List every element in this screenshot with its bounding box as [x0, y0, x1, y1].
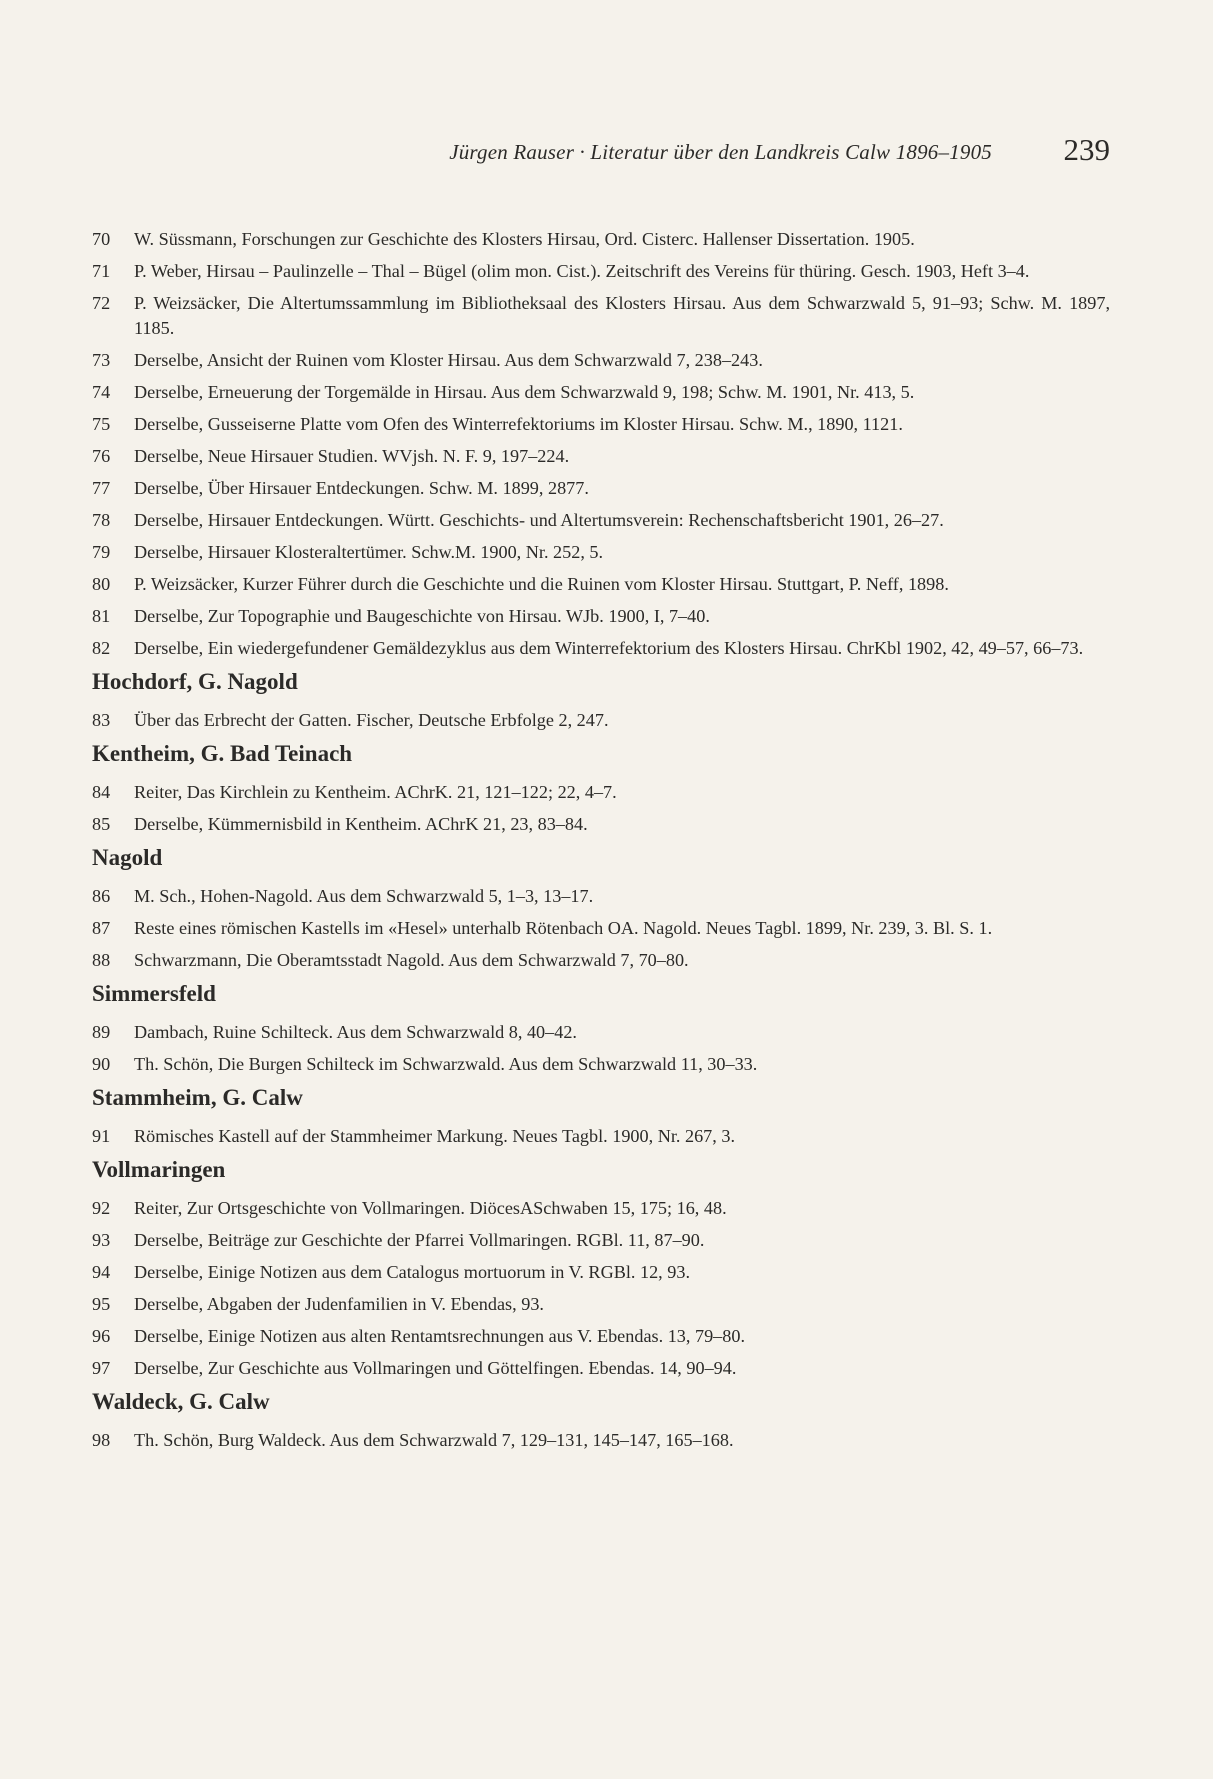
entry-text: Derselbe, Ein wiedergefundener Gemäldezyklus aus dem Winterrefektorium des Klosters Hirsau. ChrKbl 1902, 42, 49–57, 66–73. [134, 638, 1084, 658]
bibliography-entry [92, 884, 1110, 909]
bibliography-entry [92, 1324, 1110, 1349]
entry-text: Th. Schön, Burg Waldeck. Aus dem Schwarzwald 7, 129–131, 145–147, 165–168. [134, 1430, 734, 1450]
entry-number: 91 [92, 1126, 111, 1146]
entry-text: Derselbe, Ansicht der Ruinen vom Kloster Hirsau. Aus dem Schwarzwald 7, 238–243. [134, 350, 763, 370]
entry-text: Derselbe, Kümmernisbild in Kentheim. AChrK 21, 23, 83–84. [134, 814, 588, 834]
entry-number: 96 [92, 1326, 111, 1346]
entry-number: 73 [92, 350, 111, 370]
entry-text: Derselbe, Hirsauer Entdeckungen. Württ. Geschichts- und Altertumsverein: Rechenschaftsbericht 1901, 26–27. [134, 510, 944, 530]
entry-number: 94 [92, 1262, 111, 1282]
entry-number: 70 [92, 229, 111, 249]
entry-number: 76 [92, 446, 111, 466]
entry-number: 79 [92, 542, 111, 562]
bibliography-entry [92, 1020, 1110, 1045]
entry-number: 87 [92, 918, 111, 938]
entry-text: Derselbe, Zur Geschichte aus Vollmaringen und Göttelfingen. Ebendas. 14, 90–94. [134, 1358, 737, 1378]
bibliography-entry [92, 916, 1110, 941]
bibliography-entry [92, 1292, 1110, 1317]
bibliography-entry [92, 476, 1110, 501]
bibliography-entry [92, 604, 1110, 629]
entry-number: 81 [92, 606, 111, 626]
bibliography-entry [92, 708, 1110, 733]
entry-text: Schwarzmann, Die Oberamtsstadt Nagold. Aus dem Schwarzwald 7, 70–80. [134, 950, 689, 970]
bibliography-entry [92, 1228, 1110, 1253]
entry-text: W. Süssmann, Forschungen zur Geschichte des Klosters Hirsau, Ord. Cisterc. Hallenser Dissertation. 1905. [134, 229, 915, 249]
bibliography-entry [92, 948, 1110, 973]
entry-number: 89 [92, 1022, 111, 1042]
entry-number: 97 [92, 1358, 111, 1378]
entry-text: P. Weizsäcker, Kurzer Führer durch die Geschichte und die Ruinen vom Kloster Hirsau. Stuttgart, P. Neff, 1898. [134, 574, 949, 594]
entry-text: Reste eines römischen Kastells im «Hesel» unterhalb Rötenbach OA. Nagold. Neues Tagbl. 1899, Nr. 239, 3. Bl. S. 1. [134, 918, 993, 938]
bibliography-entry [92, 572, 1110, 597]
entry-text: Derselbe, Zur Topographie und Baugeschichte von Hirsau. WJb. 1900, I, 7–40. [134, 606, 710, 626]
entry-number: 82 [92, 638, 111, 658]
entry-text: P. Weizsäcker, Die Altertumssammlung im Bibliotheksaal des Klosters Hirsau. Aus dem Schwarzwald 5, 91–93; Schw. M. 1897, 1185. [134, 293, 1110, 338]
bibliography-entry [92, 636, 1110, 661]
bibliography-entry [92, 227, 1110, 252]
section-heading: Simmersfeld [92, 981, 216, 1006]
entry-number: 93 [92, 1230, 111, 1250]
section-heading: Hochdorf, G. Nagold [92, 669, 298, 694]
entry-number: 74 [92, 382, 111, 402]
bibliography-list [92, 227, 1110, 1460]
section-heading: Vollmaringen [92, 1157, 226, 1182]
entry-text: Dambach, Ruine Schilteck. Aus dem Schwarzwald 8, 40–42. [134, 1022, 577, 1042]
entry-text: Derselbe, Abgaben der Judenfamilien in V. Ebendas, 93. [134, 1294, 544, 1314]
bibliography-entry [92, 1124, 1110, 1149]
section-heading: Waldeck, G. Calw [92, 1389, 270, 1414]
entry-text: Derselbe, Einige Notizen aus alten Rentamtsrechnungen aus V. Ebendas. 13, 79–80. [134, 1326, 745, 1346]
bibliography-entry [92, 348, 1110, 373]
entry-text: Derselbe, Einige Notizen aus dem Catalogus mortuorum in V. RGBl. 12, 93. [134, 1262, 690, 1282]
entry-number: 71 [92, 261, 111, 281]
entry-number: 77 [92, 478, 111, 498]
entry-text: Reiter, Das Kirchlein zu Kentheim. AChrK. 21, 121–122; 22, 4–7. [134, 782, 617, 802]
bibliography-entry [92, 412, 1110, 437]
entry-number: 86 [92, 886, 111, 906]
entry-text: Derselbe, Gusseiserne Platte vom Ofen des Winterrefektoriums im Kloster Hirsau. Schw. M., 1890, 1121. [134, 414, 903, 434]
bibliography-entry [92, 259, 1110, 284]
entry-number: 78 [92, 510, 111, 530]
entry-text: Derselbe, Hirsauer Klosteraltertümer. Schw.M. 1900, Nr. 252, 5. [134, 542, 604, 562]
bibliography-entry [92, 1196, 1110, 1221]
bibliography-entry [92, 1356, 1110, 1381]
entry-number: 85 [92, 814, 111, 834]
entry-text: P. Weber, Hirsau – Paulinzelle – Thal – Bügel (olim mon. Cist.). Zeitschrift des Vereins für thüring. Gesch. 1903, Heft 3–4. [134, 261, 1030, 281]
bibliography-entry [92, 1052, 1110, 1077]
entry-number: 90 [92, 1054, 111, 1074]
entry-number: 98 [92, 1430, 111, 1450]
section-heading: Nagold [92, 845, 163, 870]
entry-number: 95 [92, 1294, 111, 1314]
entry-text: Derselbe, Erneuerung der Torgemälde in Hirsau. Aus dem Schwarzwald 9, 198; Schw. M. 1901, Nr. 413, 5. [134, 382, 915, 402]
bibliography-entry [92, 812, 1110, 837]
bibliography-entry [92, 780, 1110, 805]
bibliography-entry [92, 1260, 1110, 1285]
entry-text: Römisches Kastell auf der Stammheimer Markung. Neues Tagbl. 1900, Nr. 267, 3. [134, 1126, 735, 1146]
bibliography-entry [92, 291, 1110, 341]
running-title: Jürgen Rauser · Literatur über den Landkreis Calw 1896–1905 [449, 140, 992, 164]
bibliography-entry [92, 540, 1110, 565]
entry-text: M. Sch., Hohen-Nagold. Aus dem Schwarzwald 5, 1–3, 13–17. [134, 886, 594, 906]
entry-text: Reiter, Zur Ortsgeschichte von Vollmaringen. DiöcesASchwaben 15, 175; 16, 48. [134, 1198, 727, 1218]
section-heading: Kentheim, G. Bad Teinach [92, 741, 353, 766]
running-head [92, 132, 1110, 172]
bibliography-entry [92, 1428, 1110, 1453]
entry-text: Th. Schön, Die Burgen Schilteck im Schwarzwald. Aus dem Schwarzwald 11, 30–33. [134, 1054, 758, 1074]
bibliography-entry [92, 508, 1110, 533]
entry-number: 88 [92, 950, 111, 970]
bibliography-entry [92, 444, 1110, 469]
page-number: 239 [1063, 132, 1110, 167]
entry-number: 92 [92, 1198, 111, 1218]
entry-number: 80 [92, 574, 111, 594]
entry-text: Derselbe, Neue Hirsauer Studien. WVjsh. N. F. 9, 197–224. [134, 446, 570, 466]
entry-text: Derselbe, Über Hirsauer Entdeckungen. Schw. M. 1899, 2877. [134, 478, 589, 498]
entry-number: 83 [92, 710, 111, 730]
entry-number: 84 [92, 782, 111, 802]
entry-text: Über das Erbrecht der Gatten. Fischer, Deutsche Erbfolge 2, 247. [134, 710, 609, 730]
entry-number: 72 [92, 293, 111, 313]
entry-number: 75 [92, 414, 111, 434]
section-heading: Stammheim, G. Calw [92, 1085, 303, 1110]
bibliography-entry [92, 380, 1110, 405]
entry-text: Derselbe, Beiträge zur Geschichte der Pfarrei Vollmaringen. RGBl. 11, 87–90. [134, 1230, 705, 1250]
